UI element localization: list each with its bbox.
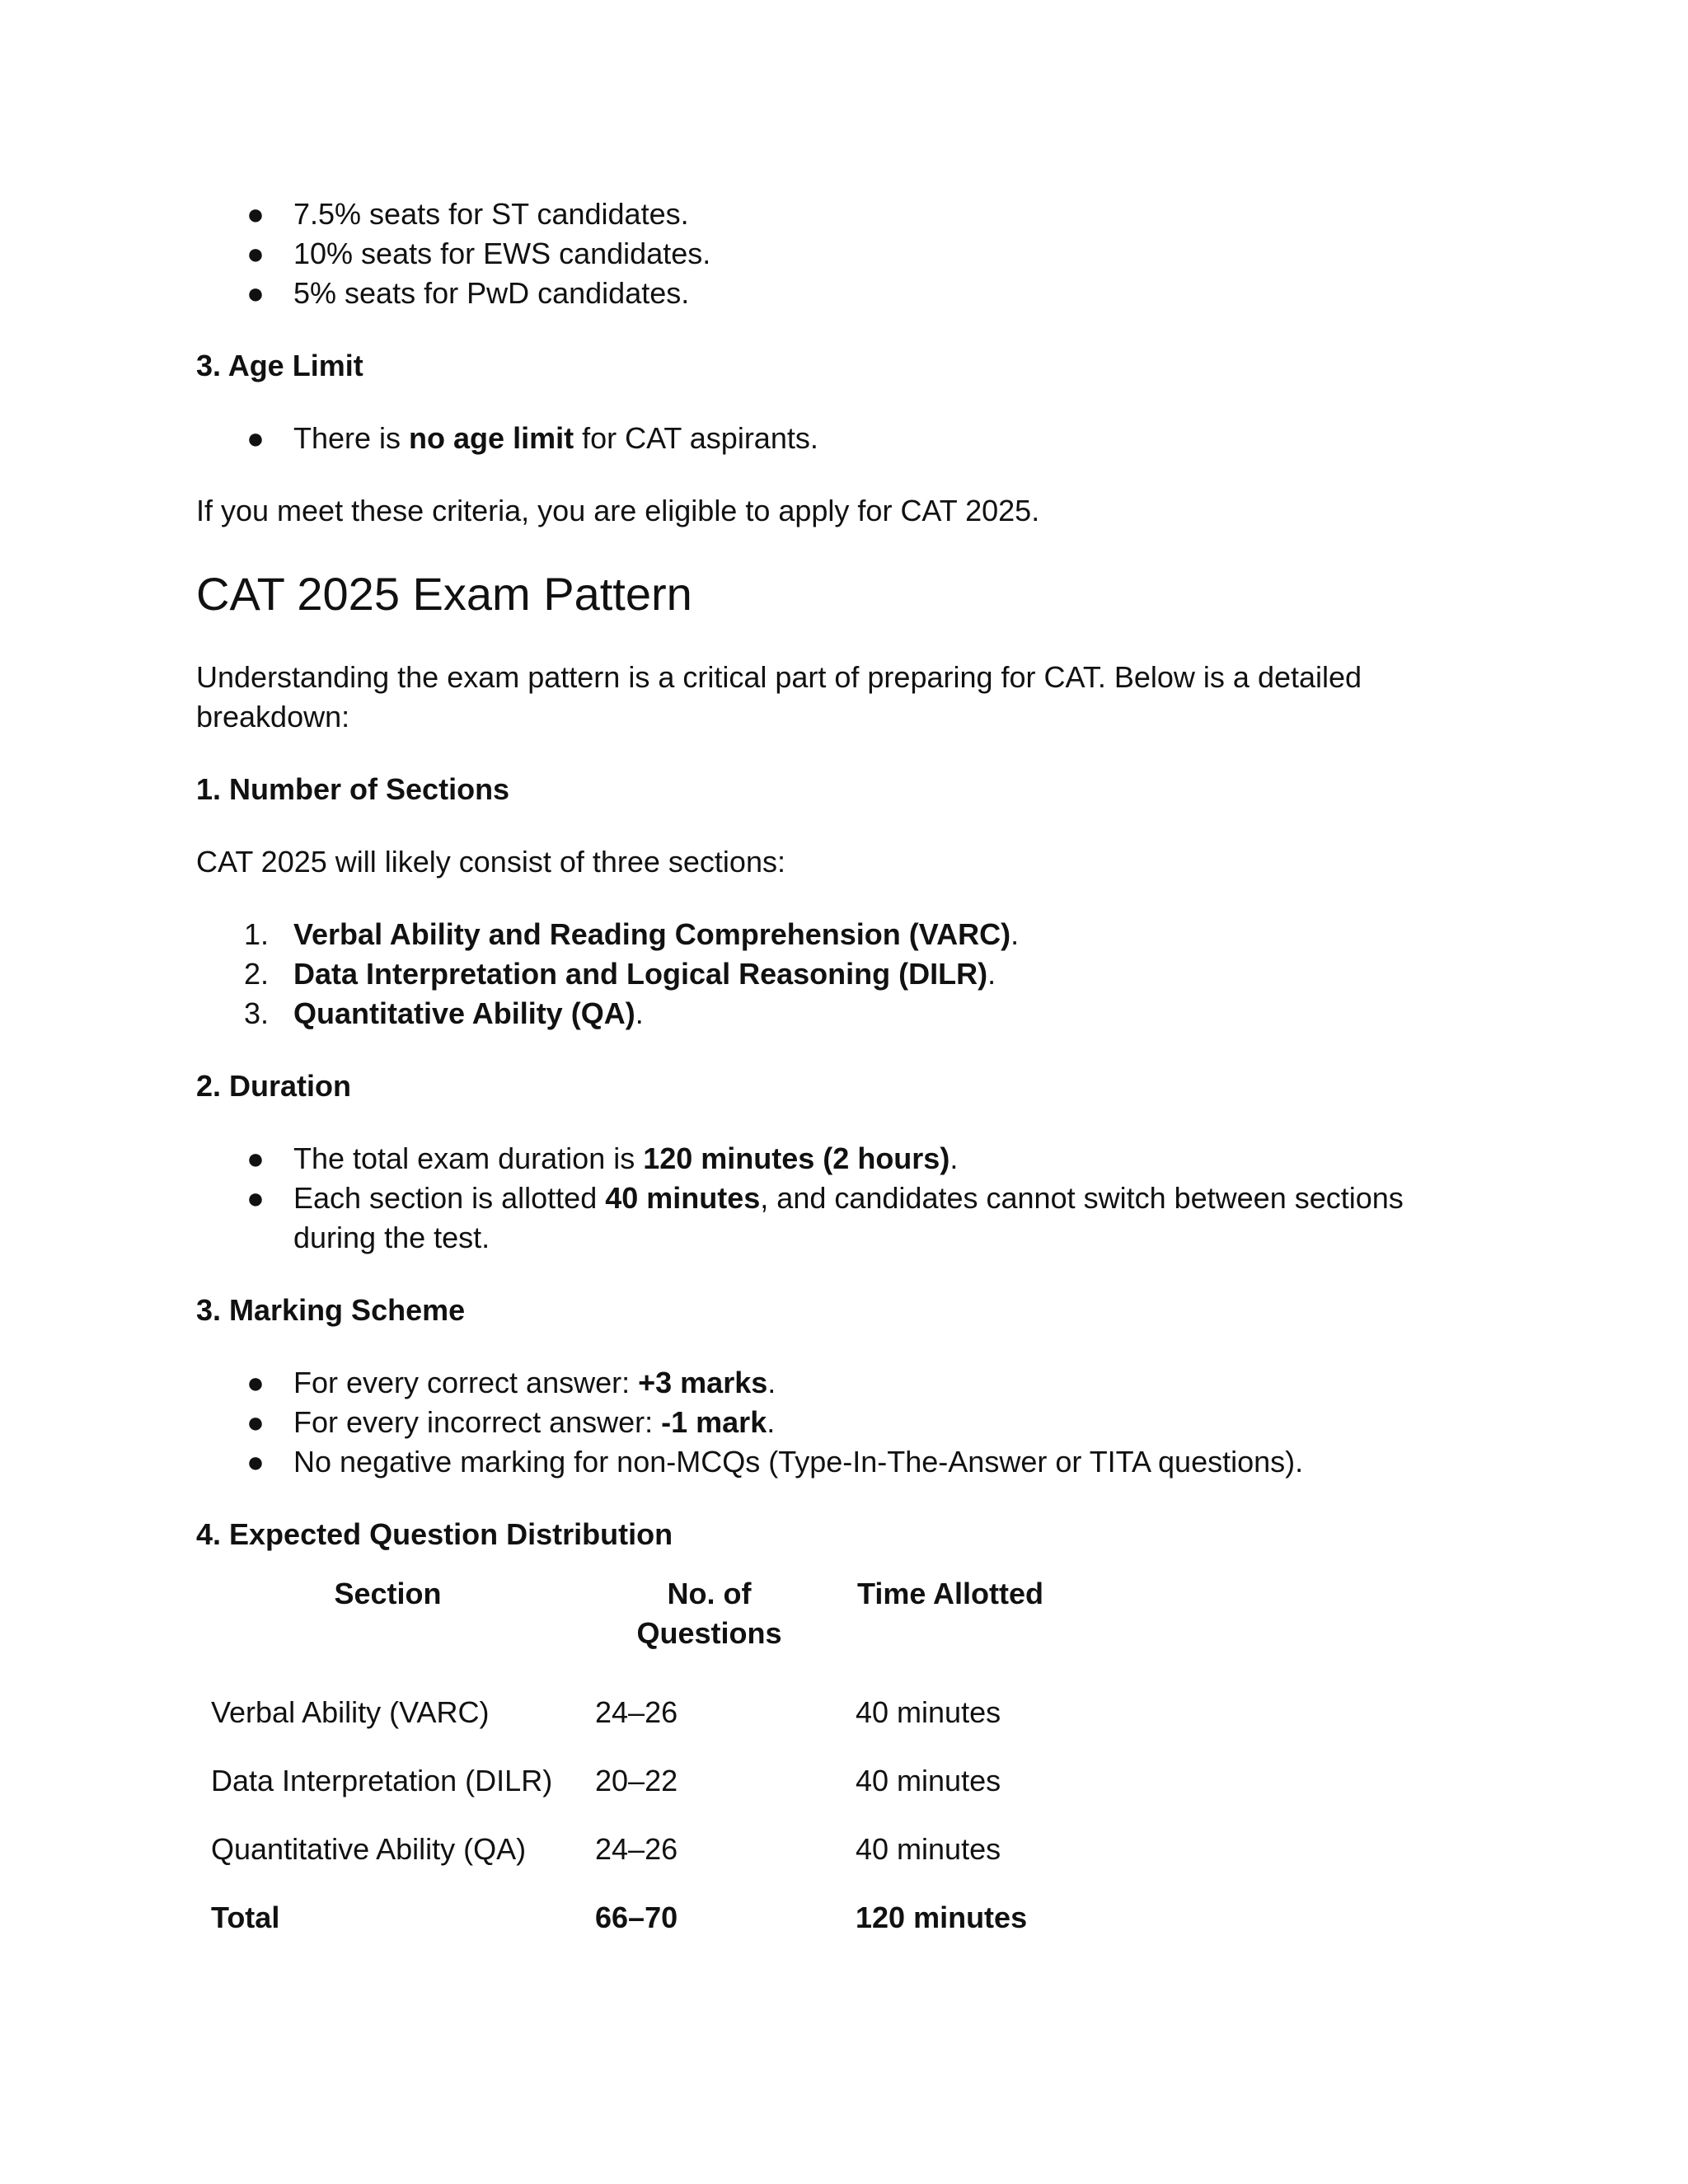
emphasis: no age limit [409,421,574,455]
list-number: 1. [244,917,270,951]
column-header-questions-cont: Questions [636,1616,782,1650]
distribution-heading: 4. Expected Question Distribution [196,1517,673,1551]
exam-pattern-intro: Understanding the exam pattern is a critical part of preparing for CAT. Below is a detailed [196,660,1362,694]
duration-heading: 2. Duration [196,1069,352,1103]
list-item: Quantitative Ability (QA). [293,996,644,1030]
list-item: 5% seats for PwD candidates. [293,276,690,310]
age-limit-bullet: There is no age limit for CAT aspirants. [293,421,818,455]
bullet-dot: ● [246,237,265,270]
list-item: For every incorrect answer: -1 mark. [293,1405,776,1439]
bullet-dot: ● [246,1141,265,1175]
table-cell-time: 40 minutes [856,1832,1001,1866]
list-item-cont: during the test. [293,1221,490,1254]
table-cell-questions: 20–22 [595,1764,678,1797]
bullet-dot: ● [246,421,265,455]
sections-heading: 1. Number of Sections [196,772,510,806]
table-total-label: Total [211,1900,280,1934]
list-item: No negative marking for non-MCQs (Type-In-The-Answer or TITA questions). [293,1445,1304,1479]
table-cell-time: 40 minutes [856,1695,1001,1729]
list-number: 3. [244,996,270,1030]
column-header-questions: No. of [667,1577,752,1610]
bullet-dot: ● [246,1181,265,1215]
list-item: 10% seats for EWS candidates. [293,237,711,270]
table-total-questions: 66–70 [595,1900,678,1934]
bullet-dot: ● [246,1445,265,1479]
list-item: For every correct answer: +3 marks. [293,1366,776,1399]
table-total-time: 120 minutes [856,1900,1028,1934]
list-item: Each section is allotted 40 minutes, and candidates cannot switch between sections [293,1181,1404,1215]
eligibility-conclusion: If you meet these criteria, you are eligible to apply for CAT 2025. [196,494,1040,527]
table-cell-section: Quantitative Ability (QA) [211,1832,527,1866]
list-item: Data Interpretation and Logical Reasoning (DILR). [293,957,996,991]
table-cell-section: Data Interpretation (DILR) [211,1764,553,1797]
list-item: The total exam duration is 120 minutes (2 hours). [293,1141,959,1175]
age-limit-heading: 3. Age Limit [196,349,363,382]
list-item: Verbal Ability and Reading Comprehension (VARC). [293,917,1020,951]
exam-pattern-intro-cont: breakdown: [196,700,350,733]
list-number: 2. [244,957,270,991]
bullet-dot: ● [246,1405,265,1439]
bullet-dot: ● [246,276,265,310]
bullet-dot: ● [246,1366,265,1399]
table-cell-questions: 24–26 [595,1695,678,1729]
list-item: 7.5% seats for ST candidates. [293,197,689,231]
column-header-time: Time Allotted [857,1577,1044,1610]
table-cell-questions: 24–26 [595,1832,678,1866]
exam-pattern-title: CAT 2025 Exam Pattern [196,568,692,620]
column-header-section: Section [334,1577,442,1610]
table-cell-time: 40 minutes [856,1764,1001,1797]
sections-intro: CAT 2025 will likely consist of three sections: [196,845,785,879]
table-cell-section: Verbal Ability (VARC) [211,1695,490,1729]
bullet-dot: ● [246,197,265,231]
marking-heading: 3. Marking Scheme [196,1293,466,1327]
